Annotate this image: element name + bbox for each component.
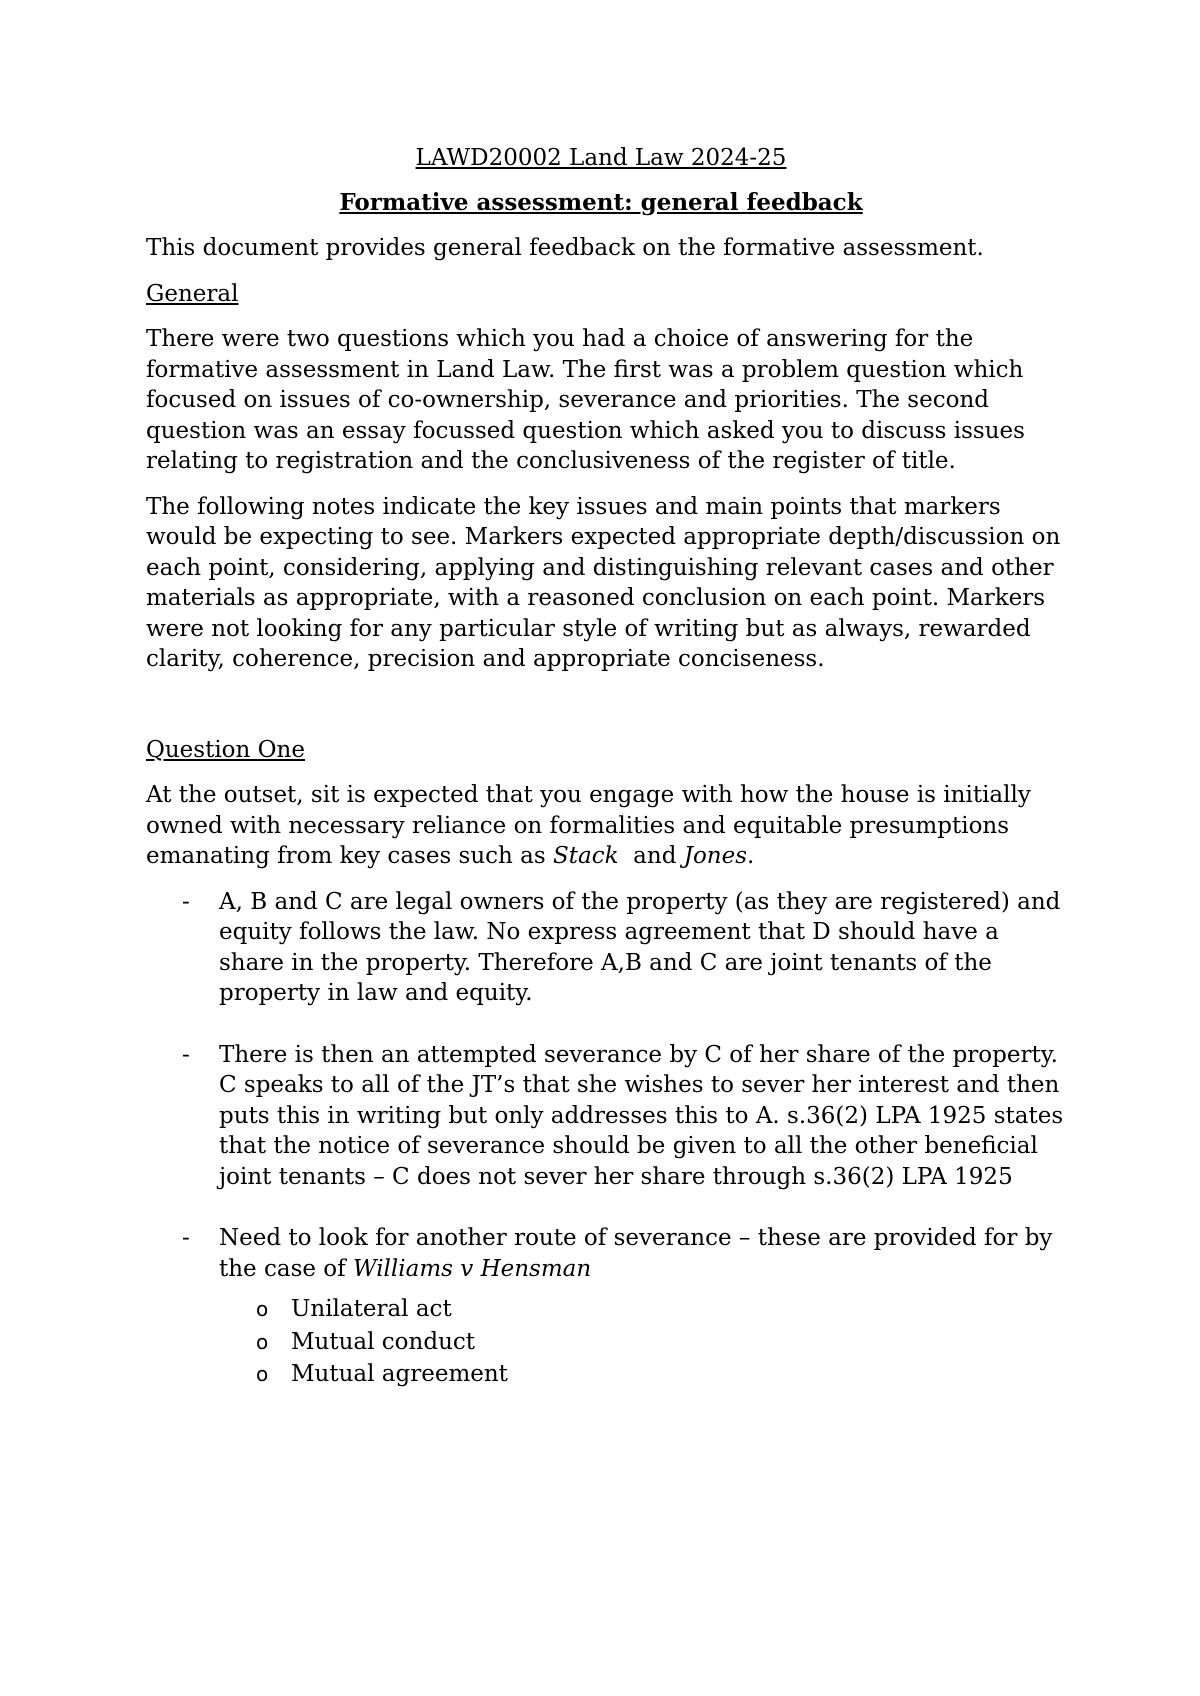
intro-text-c: . [747,843,755,869]
list-item [146,887,1071,1009]
list-item [146,1040,1071,1193]
document-title: LAWD20002 Land Law 2024-25 [415,145,787,171]
sub-point-text: Mutual conduct [291,1328,475,1355]
case-jones: Jones [683,843,748,869]
circle-bullet-icon: o [256,1329,269,1354]
intro-text-a: At the outset, sit is expected that you engage with how the house is initially owned with necessary reliance on formalities and equitable presumptions emanating from key cases such as [146,782,1031,869]
general-paragraph-1: There were two questions which you had a choice of answering for the formative assessment in Land Law. The first was a problem question which focused on issues of co-ownership, severance and priorities. The second question was an essay focussed question which asked you to discuss issues relating to registration and the conclusiveness of the register of title. [146,326,1025,474]
case-williams-v-hensman: Williams v Hensman [352,1255,592,1282]
circle-bullet-icon: o [256,1362,269,1386]
sub-point-text: Unilateral act [291,1296,452,1322]
document-content [146,143,1071,1421]
sub-point-text: Mutual agreement [291,1361,508,1387]
list-item [146,1327,1071,1358]
circle-bullet-icon: o [256,1297,269,1321]
list-item [146,1359,1071,1390]
question-one-heading: Question One [146,736,305,763]
list-item [146,1294,1071,1325]
section-spacer [146,690,1071,735]
general-heading: General [146,280,239,307]
point-text: Need to look for another route of severance – these are provided for by the case of [219,1225,1053,1282]
severance-routes-list [146,1294,1071,1390]
dash-marker: - [182,888,190,915]
intro-text-b: and [618,843,684,869]
point-text: There is then an attempted severance by C of her share of the property. C speaks to all of the JT’s that she wishes to sever her interest and then puts this in writing but only addresses this to A. s.36(2) LPA 1925 states that the notice of severance should be given to all the other beneficial joint tenants – C does not sever her share through s.36(2) LPA 1925 [219,1041,1064,1190]
question-one-points [146,887,1071,1390]
dash-marker: - [182,1225,190,1251]
document-subtitle: Formative assessment: general feedback [339,188,863,216]
general-paragraph-2: The following notes indicate the key issues and main points that markers would be expecting to see. Markers expected appropriate depth/discussion on each point, considering, applying and distinguishing relevant cases and other materials as appropriate, with a reasoned conclusion on each point. Markers were not looking for any particular style of writing but as always, rewarded clarity, coherence, precision and appropriate conciseness. [146,493,1061,672]
intro-paragraph: This document provides general feedback on the formative assessment. [146,235,984,261]
question-one-intro [146,780,1071,872]
case-stack: Stack [553,843,619,869]
point-text: A, B and C are legal owners of the property (as they are registered) and equity follows the law. No express agreement that D should have a share in the property. Therefore A,B and C are joint tenants of the property in law and equity. [219,888,1061,1006]
dash-marker: - [182,1041,190,1068]
list-item [146,1223,1071,1390]
